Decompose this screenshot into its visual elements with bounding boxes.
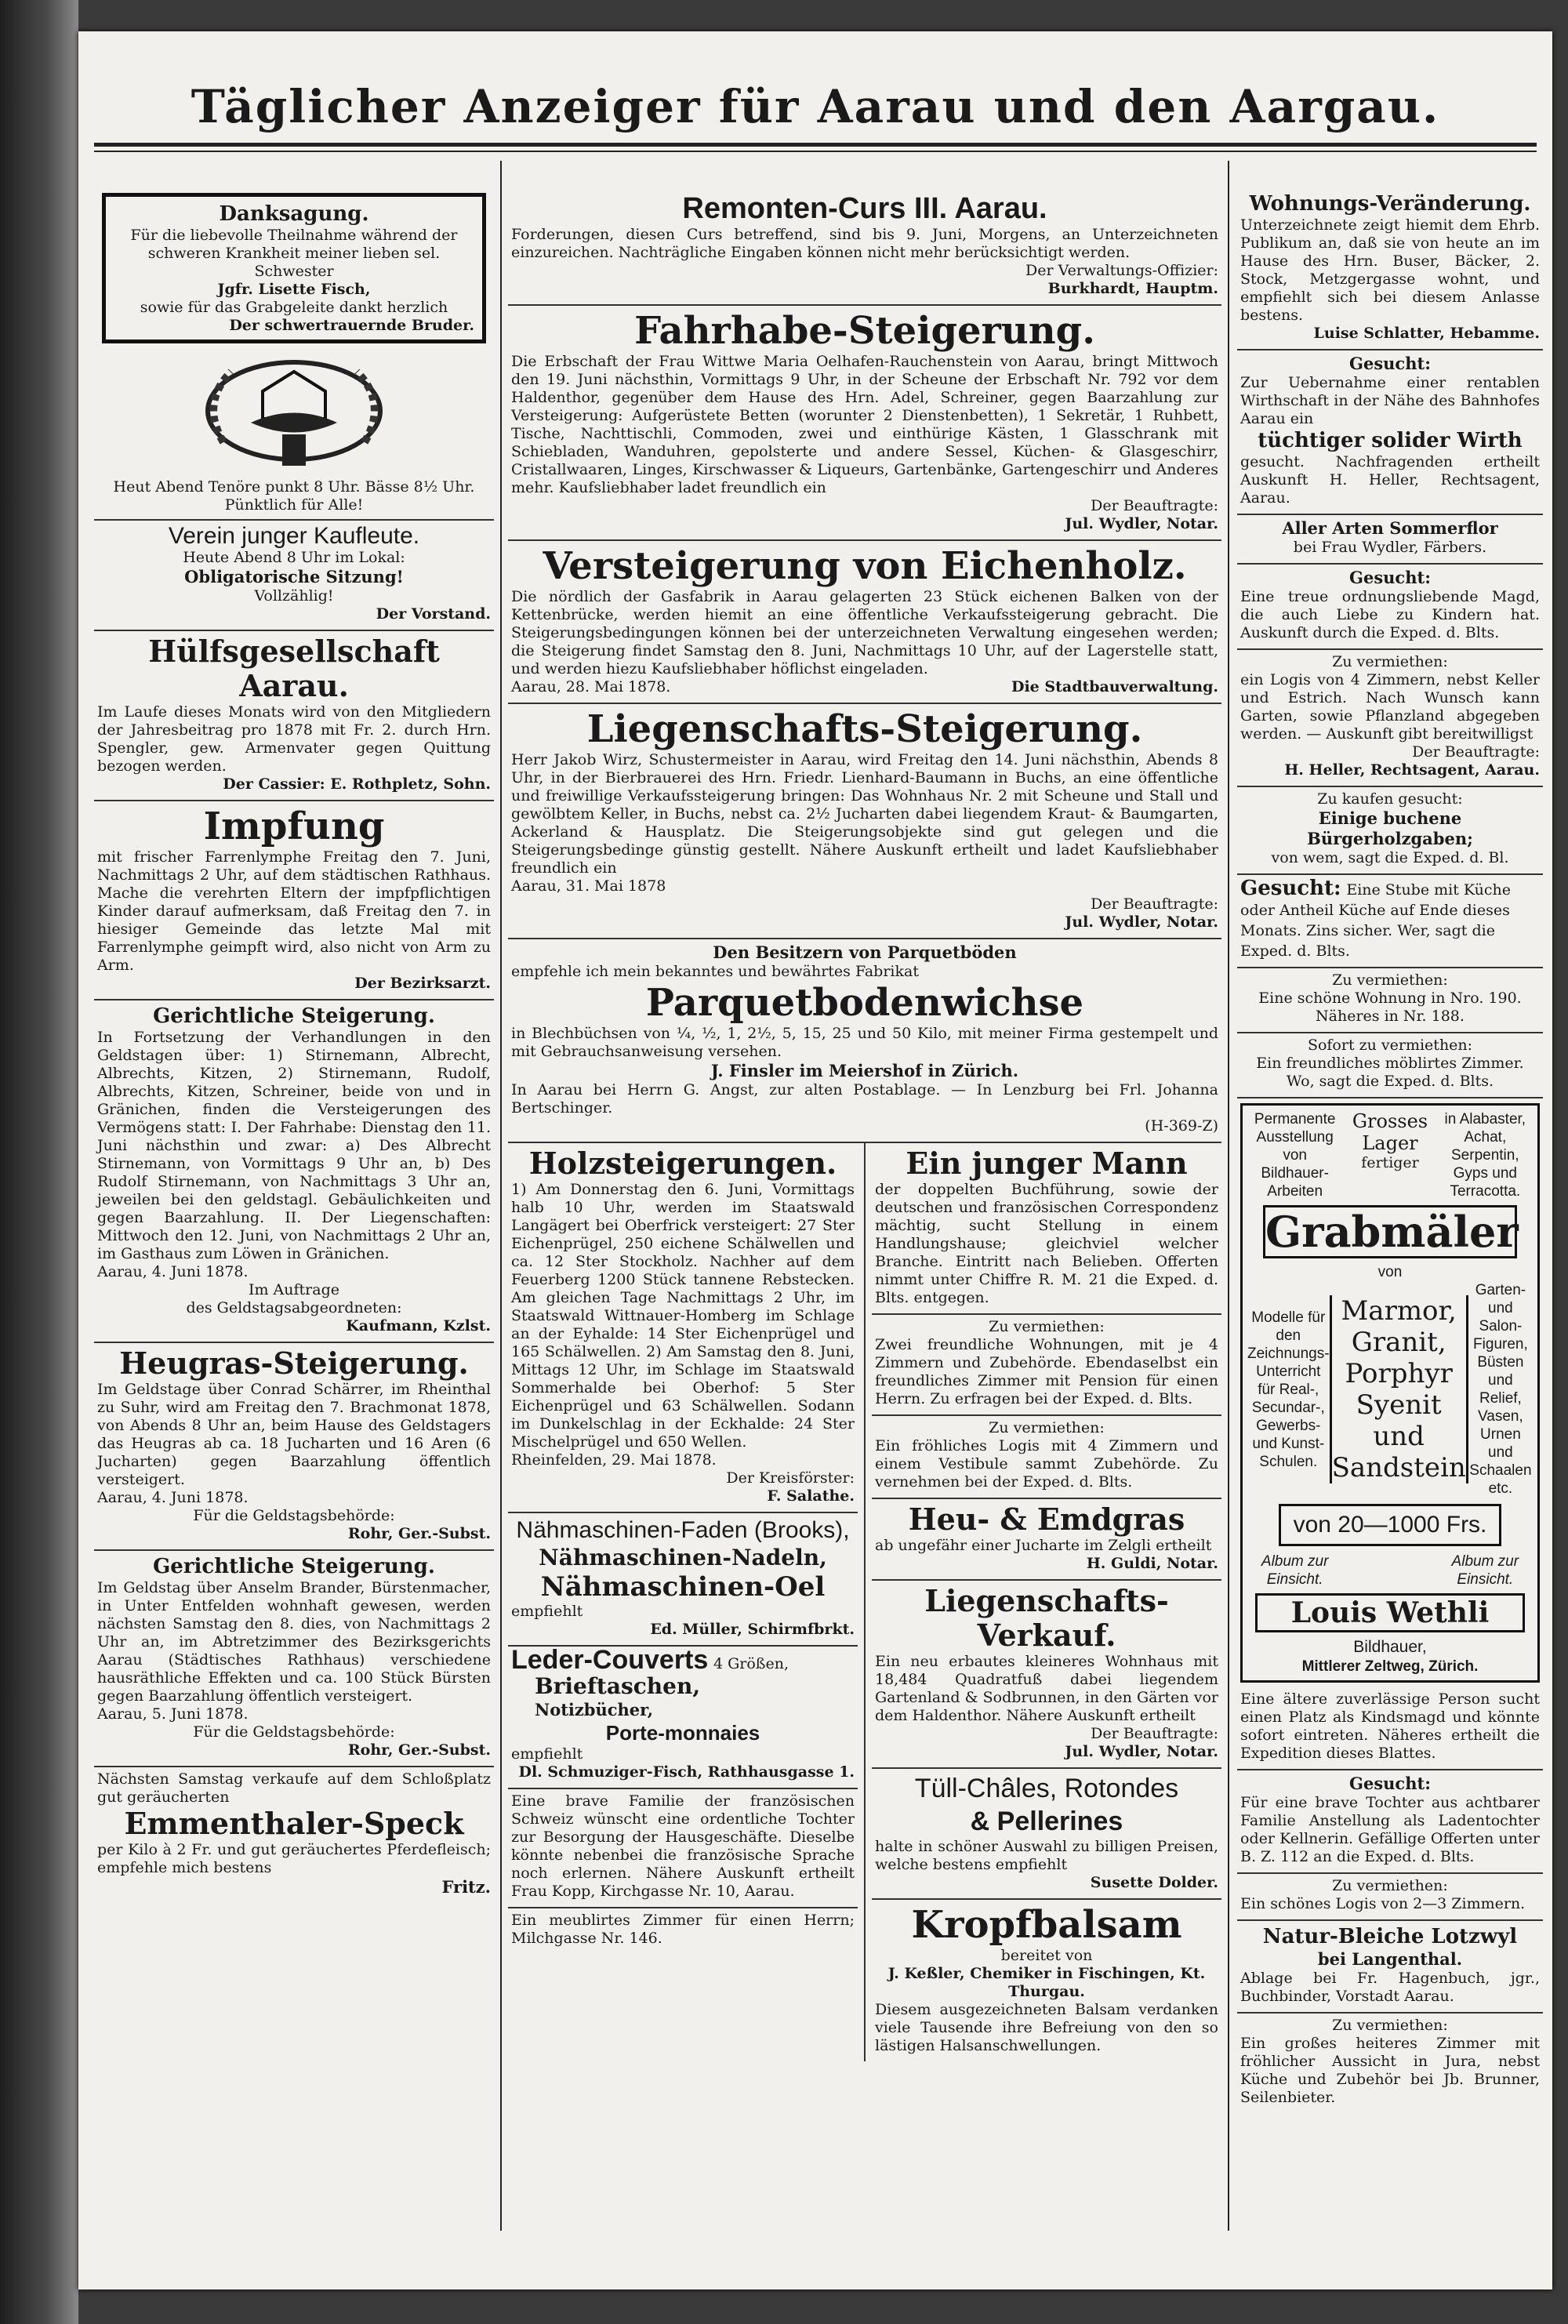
impfung-ad: Impfung mit frischer Farrenlymphe Freitag den 7. Juni, Nachmittags 2 Uhr, auf dem städtischen Rathhaus. Mache die verehrten Eltern der impfpflichtigen Kinder darauf aufmerksam, daß Freitag den 7. in hiesiger Gemeinde das letzte Mal mit Farrenlymphe geimpft wird, also nicht von Arm zu Arm. Der Bezirksarzt. (94, 801, 494, 1000)
column-divider-2 (1228, 161, 1229, 2231)
column-2-split (508, 1143, 1221, 2061)
vermiethen-3-ad: Zu vermiethen: ein Logis von 4 Zimmern, nebst Keller und Estrich. Nach Wunsch kann Garten, sowie Pflanzland abgegeben werden. — Auskunft gibt bereitwilligst Der Beauftragte: H. Heller, Rechtsagent, Aarau. (1237, 650, 1543, 787)
masthead: Täglicher Anzeiger für Aarau und den Aargau. (191, 80, 1440, 133)
column-2 (508, 188, 1221, 2227)
kindsmagd-ad: Eine ältere zuverlässige Person sucht einen Platz als Kindsmagd und könnte sofort eintreten. Näheres ertheilt die Expedition dieses Blattes. (1237, 1687, 1543, 1770)
grabmaeler-ad: Permanente Ausstellung von Bildhauer-Arbeiten Grosses Lager fertiger in Alabaster, Achat, Serpentin, Gyps und Terracotta. Grabmäler von Modelle für den Zeichnungs-Unterricht für Real-, Secundar-, Gewerbs- und Kunst-Schulen. Marmor, Granit, Porphyr Syenit und Sandstein Garten- und Salon-Figuren, Büsten und Relief, Vasen, Urnen und Schaalen etc. von 20—1000 Frs. Album zur Einsicht. Album zur Einsicht. Louis Wethli Bildhauer, Mittlerer Zeltweg, Zürich. (1240, 1103, 1540, 1683)
book-binding (0, 0, 78, 2324)
natur-bleiche-ad: Natur-Bleiche Lotzwyl bei Langenthal. Ablage bei Fr. Hagenbuch, jgr., Buchbinder, Vorstadt Aarau. (1237, 1921, 1543, 2014)
kropfbalsam-ad: Kropfbalsam bereitet von J. Keßler, Chemiker in Fischingen, Kt. Thurgau. Diesem ausgezeichneten Balsam verdanken viele Tausende ihre Befreiung von den so lästigen Halsanschwellungen. (875, 1903, 1218, 2054)
masthead-rule (94, 143, 1537, 147)
heu-emdgras-ad: Heu- & Emdgras ab ungefähr einer Jucharte im Zelgli ertheilt H. Guldi, Notar. (872, 1499, 1221, 1581)
zimmer-herr-ad: Ein meublirtes Zimmer für einen Herrn; Milchgasse Nr. 146. (511, 1912, 855, 1947)
remonten-ad: Remonten-Curs III. Aarau. Forderungen, diesen Curs betreffend, sind bis 9. Juni, Morgens, an Unterzeichneten einzureichen. Nachträgliche Eingaben können nicht mehr berücksichtigt werden. Der Verwaltungs-Offizier: Burkhardt, Hauptm. (508, 188, 1221, 306)
vermiethen-6-ad: Zu vermiethen: Ein großes heiteres Zimmer mit fröhlicher Aussicht in Jura, nebst Küche und Zubehör bei Jb. Brunner, Seilenbieter. (1240, 2017, 1540, 2106)
gesucht-tochter-ad: Gesucht: Für eine brave Tochter aus achtbarer Familie Anstellung als Ladentochter oder Kellnerin. Gefällige Offerten unter B. Z. 112 an die Exped. d. Blts. (1237, 1770, 1543, 1874)
huelfsgesellschaft-ad: Hülfsgesellschaft Aarau. Im Laufe dieses Monats wird von den Mitgliedern der Jahresbeitrag pro 1878 mit Fr. 2. durch Hrn. Spengler, gew. Armenvater gegen Quittung bezogen werden. Der Cassier: E. Rothpletz, Sohn. (94, 631, 494, 801)
heugras-steigerung-ad: Heugras-Steigerung. Im Geldstage über Conrad Schärrer, im Rheinthal zu Suhr, wird am Freitag den 7. Brachmonat 1878, von Abends 8 Uhr an, beim Hause des Geldstagers das Heugras ab ca. 18 Jucharten und 16 Aren (6 Jucharten) gegen Baarzahlung öffentlich versteigert. Aarau, 4. Juni 1878. Für die Geldstagsbehörde: Rohr, Ger.-Subst. (94, 1343, 494, 1551)
masthead-rule-thin (94, 151, 1537, 152)
gesucht-stube-ad: Gesucht: Eine Stube mit Küche oder Antheil Küche auf Ende dieses Monats. Zins sicher. Wer, sagt die Exped. d. Blts. (1237, 875, 1543, 968)
gerichtliche-steigerung-2-ad: Gerichtliche Steigerung. Im Geldstag über Anselm Brander, Bürstenmacher, in Unter Entfelden wohnhaft gewesen, werden nächsten Samstag den 8. dies, von Nachmittags 2 Uhr an, im Abtretzimmer des Bezirksgerichts Aarau (Städtisches Rathhaus) verschiedene hausräthliche Effekten und ca. 100 Stück Bürsten gegen Baarzahlung öffentlich versteigert. Aarau, 5. Juni 1878. Für die Geldstagsbehörde: Rohr, Ger.-Subst. (94, 1551, 494, 1767)
sommerflor-ad: Aller Arten Sommerflor bei Frau Wydler, Färbers. (1237, 515, 1543, 565)
eichenholz-ad: Versteigerung von Eichenholz. Die nördlich der Gasfabrik in Aarau gelagerten 23 Stück eichenen Balken von der Kettenbrücke, werden hiemit an eine öffentliche Verkaufssteigerung gebracht. Die Steigerungsbedingungen können bei der unterzeichneten Verwaltung eingesehen werden; die Steigerung findet Samstag den 8. Juni, Nachmittags 10 Uhr, auf der Lagerstelle statt, und werden hiezu Kaufsliebhaber höflichst eingeladen. Aarau, 28. Mai 1878. Die Stadtbauverwaltung. (508, 541, 1221, 704)
grabmaeler-maker: Louis Wethli (1255, 1593, 1525, 1632)
vermiethen-5-ad: Zu vermiethen: Ein schönes Logis von 2—3 Zimmern. (1237, 1874, 1543, 1921)
chor-notice: Heut Abend Tenöre punkt 8 Uhr. Bässe 8½ Uhr. Pünktlich für Alle! (113, 478, 475, 514)
danksagung-ad: Danksagung. Für die liebevolle Theilnahme während der schweren Krankheit meiner lieben sel. Schwester Jgfr. Lisette Fisch, sowie für das Grabgeleite dankt herzlich Der schwertrauernde Bruder. (102, 193, 486, 343)
column-divider-1 (500, 161, 502, 2231)
leder-couverts-ad: Leder-Couverts 4 Größen, Brieftaschen, Notizbücher, Porte-monnaies empfiehlt Dl. Schmuziger-Fisch, Rathhausgasse 1. (508, 1647, 858, 1789)
column-1 (94, 188, 494, 2227)
vermiethen-1-ad: Zu vermiethen: Zwei freundliche Wohnungen, mit je 4 Zimmern und Zubehörde. Ebendaselbst ein freundliches Zimmer mit Pension für einen Herrn. Zu erfragen bei der Exped. d. Blts. (872, 1315, 1221, 1416)
tuell-chales-ad: Tüll-Châles, Rotondes & Pellerines halte in schöner Auswahl zu billigen Preisen, welche bestens empfiehlt Susette Dolder. (872, 1769, 1221, 1900)
danksagung-title: Danksagung. (219, 202, 369, 226)
speck-ad: Nächsten Samstag verkaufe auf dem Schloßplatz gut geräucherten Emmenthaler-Speck per Kilo à 2 Fr. und gut geräuchertes Pferdefleisch; empfehle mich bestens Fritz. (97, 1770, 491, 1897)
wohnungs-veraenderung-ad: Wohnungs-Veränderung. Unterzeichnete zeigt hiemit dem Ehrb. Publikum an, daß sie von heute an im Hause des Hrn. Buser, Bäcker, 2. Stock, Metzgergasse wohnt, und empfiehlt sich bei diesem Anlasse bestens. Luise Schlatter, Hebamme. (1237, 188, 1543, 350)
vermiethen-2-ad: Zu vermiethen: Ein fröhliches Logis mit 4 Zimmern und einem Vestibule sammt Zubehörde. Zu vernehmen bei der Exped. d. Blts. (872, 1416, 1221, 1499)
gesucht-magd-ad: Gesucht: Eine treue ordnungsliebende Magd, die auch Liebe zu Kindern hat. Auskunft durch die Exped. d. Blts. (1237, 565, 1543, 650)
grabmaeler-price: von 20—1000 Frs. (1279, 1504, 1501, 1546)
verein-ad: Verein junger Kaufleute. Heute Abend 8 Uhr im Lokal: Obligatorische Sitzung! Vollzählig! Der Vorstand. (94, 519, 494, 631)
holzsteigerungen-ad: Holzsteigerungen. 1) Am Donnerstag den 6. Juni, Vormittags halb 10 Uhr, werden im Staatswald Langägert bei Oberfrick versteigert: 27 Ster Eichenprügel, 250 eichene Schälwellen und ca. 12 Ster Stockholz. Nachher auf dem Feuerberg 1200 Stück tannene Rebstecken. Am gleichen Tage Nachmittags 2 Uhr, im Staatswald Wittnauer-Homberg im Schlage an der Eyhalde: 14 Ster Eichenprügel und 165 Schälwellen. 2) Am Samstag den 8. Juni, Mittags 12 Uhr, im Schlage im Staatswald Sommerhalde bei Oberhof: 5 Ster Eichenprügel und 63 Schälwellen. Sodann im Dunkelschlag in der Eckhalde: 24 Ster Mischelprügel und 650 Wellen. Rheinfelden, 29. Mai 1878. Der Kreisförster: F. Salathe. (508, 1143, 858, 1513)
liegenschafts-verkauf-ad: Liegenschafts-Verkauf. Ein neu erbautes kleineres Wohnhaus mit 18,484 Quadratfuß dabei liegendem Gartenland & Sodbrunnen, in den Gärten vor dem Haldenthor. Nähere Auskunft ertheilt Der Beauftragte: Jul. Wydler, Notar. (872, 1581, 1221, 1769)
gesucht-wirth-ad: Gesucht: Zur Uebernahme einer rentablen Wirthschaft in der Nähe des Bahnhofes Aarau ein tüchtiger solider Wirth gesucht. Nachfragenden ertheilt Auskunft H. Heller, Rechtsagent, Aarau. (1237, 350, 1543, 515)
sofort-vermiethen-ad: Sofort zu vermiethen: Ein freundliches möblirtes Zimmer. Wo, sagt die Exped. d. Blts. (1237, 1033, 1543, 1098)
naehmaschinen-ad: Nähmaschinen-Faden (Brooks), Nähmaschinen-Nadeln, Nähmaschinen-Oel empfiehlt Ed. Müller, Schirmfbrkt. (508, 1513, 858, 1647)
vermiethen-4-ad: Zu vermiethen: Eine schöne Wohnung in Nro. 190. Näheres in Nr. 188. (1237, 968, 1543, 1033)
familie-ad: Eine brave Familie der französischen Schweiz wünscht eine ordentliche Tochter zur Besorgung der Hausgeschäfte. Dieselbe könnte nebenbei die französische Sprache noch erlernen. Nähere Auskunft ertheilt Frau Kopp, Kirchgasse Nr. 10, Aarau. (508, 1789, 858, 1908)
gerichtliche-steigerung-1-ad: Gerichtliche Steigerung. In Fortsetzung der Verhandlungen in den Geldstagen über: 1) Stirnemann, Albrecht, Albrechts, Kitzen, 2) Stirnemann, Rudolf, Albrechts, Kitzen, Schreiner, beide von und in Gränichen, finden die Versteigerungen des Vermögens statt: I. Der Fahrhabe: Dienstag den 11. Juni nächsthin und zwar: a) Des Albrecht Stirnemann, von Vormittags 9 Uhr an, b) Des Rudolf Stirnemann, von Nachmittags 3 Uhr an, jeweilen bei den geldstagl. Gebäulichkeiten und gegen Baarzahlung. II. Der Liegenschaften: Mittwoch den 12. Juni, von Nachmittags 2 Uhr an, im Gasthaus zum Löwen in Gränichen. Aarau, 4. Juni 1878. Im Auftrage des Geldstagsabgeordneten: Kaufmann, Kzlst. (94, 1000, 494, 1343)
column-3 (1237, 188, 1543, 2227)
liegenschafts-steigerung-ad: Liegenschafts-Steigerung. Herr Jakob Wirz, Schustermeister in Aarau, wird Freitag den 14. Juni nächsthin, Abends 8 Uhr, in der Bierbrauerei des Hrn. Friedr. Lienhard-Baumann in Buchs, an eine öffentliche und freiwillige Verkaufssteigerung bringen: Das Wohnhaus Nr. 2 mit Scheune und Stall und gewölbtem Keller, in Buchs, nebst ca. 2½ Jucharten dabei liegendem Kraut- & Baumgarten, Ackerland & Hausplatz. Die Steigerungsobjekte sind gut gelegen und die Steigerungsbedinge günstig gestellt. Nähere Auskunft ertheilt und ladet Kaufsliebhaber freundlich ein Aarau, 31. Mai 1878 Der Beauftragte: Jul. Wydler, Notar. (508, 704, 1221, 939)
parquet-ad: Den Besitzern von Parquetböden empfehle ich mein bekanntes und bewährtes Fabrikat Parquetbodenwichse in Blechbüchsen von ¼, ½, 1, 2½, 5, 15, 25 und 50 Kilo, mit meiner Firma gestempelt und mit Gebrauchsanweisung versehen. J. Finsler im Meiershof in Zürich. In Aarau bei Herrn G. Angst, zur alten Postablage. — In Lenzburg bei Frl. Johanna Bertschinger. (H-369-Z) (508, 939, 1221, 1143)
zu-kaufen-ad: Zu kaufen gesucht: Einige buchene Bürgerholzgaben; von wem, sagt die Exped. d. Bl. (1237, 787, 1543, 875)
handshake-lyre-emblem-icon (176, 348, 412, 474)
newspaper-page (78, 31, 1552, 2290)
grabmaeler-title: Grabmäler (1263, 1205, 1517, 1258)
fahrhabe-steigerung-ad: Fahrhabe-Steigerung. Die Erbschaft der Frau Wittwe Maria Oelhafen-Rauchenstein von Aarau, bringt Mittwoch den 19. Juni nächsthin, Vormittags 9 Uhr, in der Scheune der Erbschaft Nr. 792 vor dem Haldenthor, gegenüber dem Hause des Hrn. Adel, Schreiner, gegen Baarzahlung zur Versteigerung: Aufgerüstete Betten (worunter 2 Dienstenbetten), 1 Sekretär, 1 Ruhbett, Tische, Nachttischli, Commoden, zwei und einthürige Kästen, 1 Glasschrank mit Schiebladen, Wanduhren, gepolsterte und andere Sessel, Küchen- & Glasgeschirr, Cristallwaaren, Linges, Kirschwasser & Liqueurs, Gartenbänke, Gartengeschirr und Anderes mehr. Kaufsliebhaber ladet freundlich ein Der Beauftragte: Jul. Wydler, Notar. (508, 306, 1221, 541)
junger-mann-ad: Ein junger Mann der doppelten Buchführung, sowie der deutschen und französischen Correspondenz mächtig, sucht Stellung in einem Handlungshause; gleichviel welcher Branche. Eintritt nach Belieben. Offerten nimmt unter Chiffre R. M. 21 die Exped. d. Blts. entgegen. (872, 1143, 1221, 1315)
